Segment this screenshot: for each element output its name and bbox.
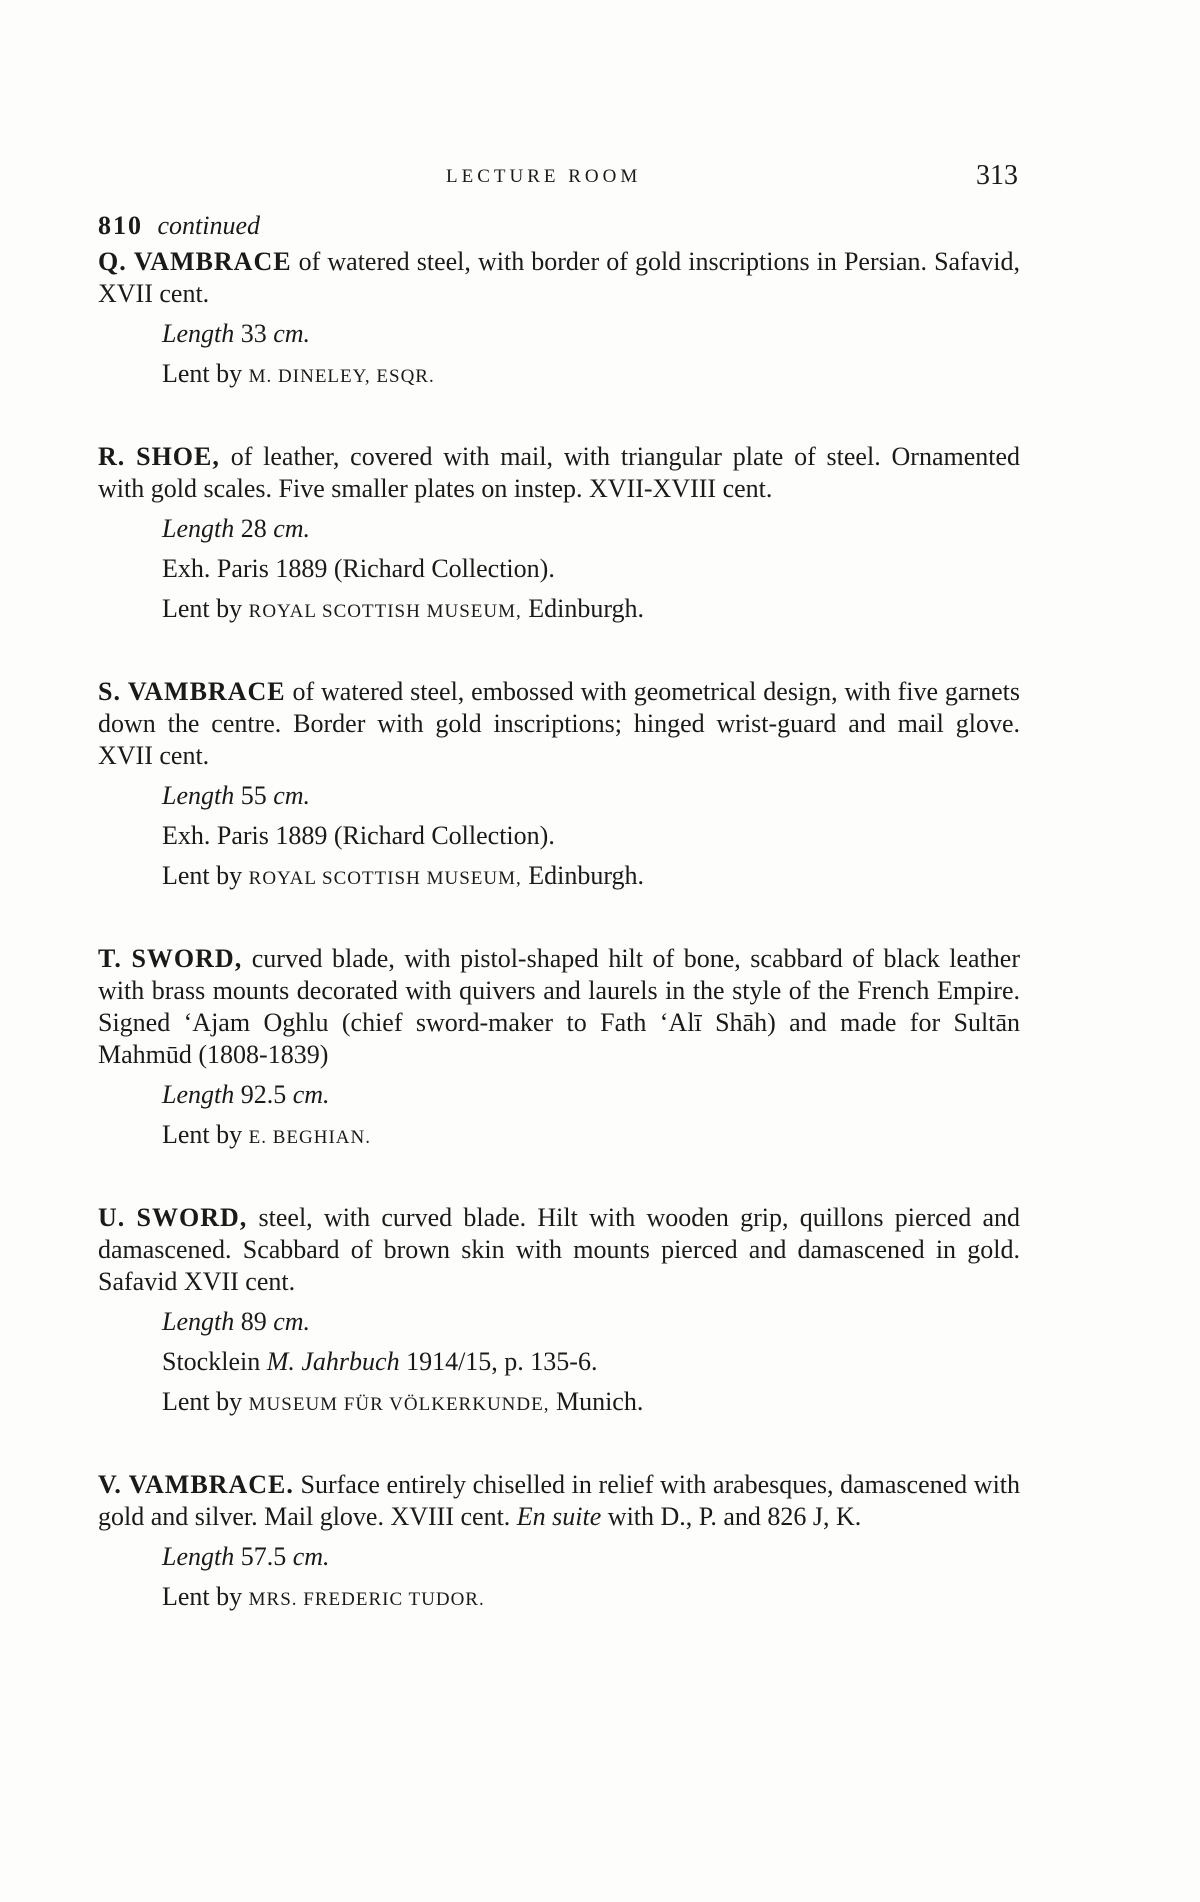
entry-description-block bbox=[98, 1469, 1020, 1533]
length-unit: cm. bbox=[292, 1542, 330, 1571]
length-label: Length bbox=[162, 1307, 235, 1336]
entry-object: VAMBRACE bbox=[133, 247, 292, 276]
length-value: 33 bbox=[240, 319, 267, 348]
entry-letter: V. bbox=[98, 1470, 122, 1499]
lender-line bbox=[162, 1577, 1020, 1620]
entry-v bbox=[98, 1469, 1020, 1620]
suite-label: En suite bbox=[516, 1502, 602, 1531]
length-line bbox=[162, 509, 1020, 549]
continued-heading bbox=[98, 210, 1020, 242]
entry-description: curved blade, with pistol-shaped hilt of bone, scabbard of black leather with brass mounts decorated with quivers and laurels in the style of the French Empire. Signed ‘Ajam Oghlu (chief sword-maker to Fath ‘Alī Shāh) and made for Sultān Mahmūd (1808-1839) bbox=[98, 944, 1021, 1069]
reference-pages: 1914/15, p. 135-6. bbox=[406, 1347, 598, 1376]
length-unit: cm. bbox=[273, 1307, 311, 1336]
entry-number: 810 bbox=[98, 211, 143, 240]
entry-description: of watered steel, embossed with geometrical design, with five garnets down the centre. Border with gold inscriptions; hinged wrist-guard and mail glove. XVII cent. bbox=[98, 677, 1020, 770]
length-label: Length bbox=[162, 1542, 235, 1571]
length-label: Length bbox=[162, 319, 235, 348]
reference-line bbox=[162, 1342, 1020, 1382]
running-title: LECTURE ROOM bbox=[446, 166, 642, 187]
length-unit: cm. bbox=[273, 781, 311, 810]
lender-line bbox=[162, 589, 1020, 632]
entry-r bbox=[98, 441, 1020, 632]
length-value: 28 bbox=[240, 514, 267, 543]
reference-author: Stocklein bbox=[162, 1347, 261, 1376]
entry-description-block bbox=[98, 676, 1020, 772]
lent-by-prefix: Lent by bbox=[162, 594, 243, 623]
length-label: Length bbox=[162, 1080, 235, 1109]
reference-title: M. Jahrbuch bbox=[266, 1347, 400, 1376]
entry-object: VAMBRACE bbox=[127, 677, 286, 706]
entry-object: SWORD, bbox=[136, 1203, 248, 1232]
entry-u bbox=[98, 1202, 1020, 1425]
length-value: 57.5 bbox=[240, 1542, 287, 1571]
entry-description: of watered steel, with border of gold inscriptions in Persian. Safavid, XVII cent. bbox=[98, 247, 1020, 308]
entry-details bbox=[162, 1075, 1020, 1158]
lender-name: ROYAL SCOTTISH MUSEUM, bbox=[248, 601, 522, 622]
entry-t bbox=[98, 943, 1020, 1158]
length-line bbox=[162, 776, 1020, 816]
length-line bbox=[162, 1075, 1020, 1115]
lent-by-prefix: Lent by bbox=[162, 1582, 243, 1611]
running-head bbox=[0, 160, 1200, 200]
length-label: Length bbox=[162, 514, 235, 543]
entry-details bbox=[162, 1537, 1020, 1620]
length-value: 89 bbox=[240, 1307, 267, 1336]
lender-place: Edinburgh. bbox=[528, 861, 645, 890]
lender-name: MUSEUM FÜR VÖLKERKUNDE, bbox=[248, 1394, 550, 1415]
length-unit: cm. bbox=[292, 1080, 330, 1109]
lender-line bbox=[162, 856, 1020, 899]
entry-details bbox=[162, 776, 1020, 899]
exhibition-line: Exh. Paris 1889 (Richard Collection). bbox=[162, 821, 555, 850]
entry-s bbox=[98, 676, 1020, 899]
lender-line bbox=[162, 1115, 1020, 1158]
continued-label: continued bbox=[157, 211, 261, 240]
lender-name: ROYAL SCOTTISH MUSEUM, bbox=[248, 868, 522, 889]
entry-letter: S. bbox=[98, 677, 121, 706]
entry-description-block bbox=[98, 246, 1020, 310]
lent-by-prefix: Lent by bbox=[162, 861, 243, 890]
suite-text: with D., P. and 826 J, K. bbox=[607, 1502, 862, 1531]
lender-place: Munich. bbox=[555, 1387, 644, 1416]
exhibition-line: Exh. Paris 1889 (Richard Collection). bbox=[162, 554, 555, 583]
lender-line bbox=[162, 1382, 1020, 1425]
entry-q bbox=[98, 246, 1020, 397]
lent-by-prefix: Lent by bbox=[162, 1387, 243, 1416]
catalogue-entries bbox=[98, 210, 1020, 1664]
entry-object: SWORD, bbox=[131, 944, 243, 973]
lender-place: Edinburgh. bbox=[528, 594, 645, 623]
entry-description-block bbox=[98, 943, 1020, 1071]
entry-description: Surface entirely chiselled in relief with arabesques, damascened with gold and silver. Mail glove. XVIII cent. bbox=[98, 1470, 1021, 1531]
entry-details bbox=[162, 314, 1020, 397]
length-value: 92.5 bbox=[240, 1080, 287, 1109]
entry-letter: T. bbox=[98, 944, 122, 973]
lender-name: MRS. FREDERIC TUDOR. bbox=[248, 1589, 485, 1610]
length-label: Length bbox=[162, 781, 235, 810]
entry-details bbox=[162, 509, 1020, 632]
entry-letter: U. bbox=[98, 1203, 126, 1232]
entry-object: VAMBRACE. bbox=[128, 1470, 294, 1499]
length-value: 55 bbox=[240, 781, 267, 810]
entry-letter: Q. bbox=[98, 247, 127, 276]
page-number: 313 bbox=[976, 160, 1018, 191]
lender-name: E. BEGHIAN. bbox=[248, 1127, 372, 1148]
lent-by-prefix: Lent by bbox=[162, 359, 243, 388]
entry-description-block bbox=[98, 1202, 1020, 1298]
entry-description-block bbox=[98, 441, 1020, 505]
length-line bbox=[162, 314, 1020, 354]
entry-letter: R. bbox=[98, 442, 126, 471]
entry-description: steel, with curved blade. Hilt with wooden grip, quillons pierced and damascened. Scabbard of brown skin with mounts pierced and damascened in gold. Safavid XVII cent. bbox=[98, 1203, 1021, 1296]
lender-line bbox=[162, 354, 1020, 397]
length-unit: cm. bbox=[273, 514, 311, 543]
length-line bbox=[162, 1537, 1020, 1577]
length-unit: cm. bbox=[273, 319, 311, 348]
entry-object: SHOE, bbox=[136, 442, 220, 471]
lender-name: M. DINELEY, ESQR. bbox=[248, 366, 435, 387]
entry-description: of leather, covered with mail, with triangular plate of steel. Ornamented with gold scales. Five smaller plates on instep. XVII-XVIII cent. bbox=[98, 442, 1021, 503]
entry-details bbox=[162, 1302, 1020, 1425]
lent-by-prefix: Lent by bbox=[162, 1120, 243, 1149]
length-line bbox=[162, 1302, 1020, 1342]
